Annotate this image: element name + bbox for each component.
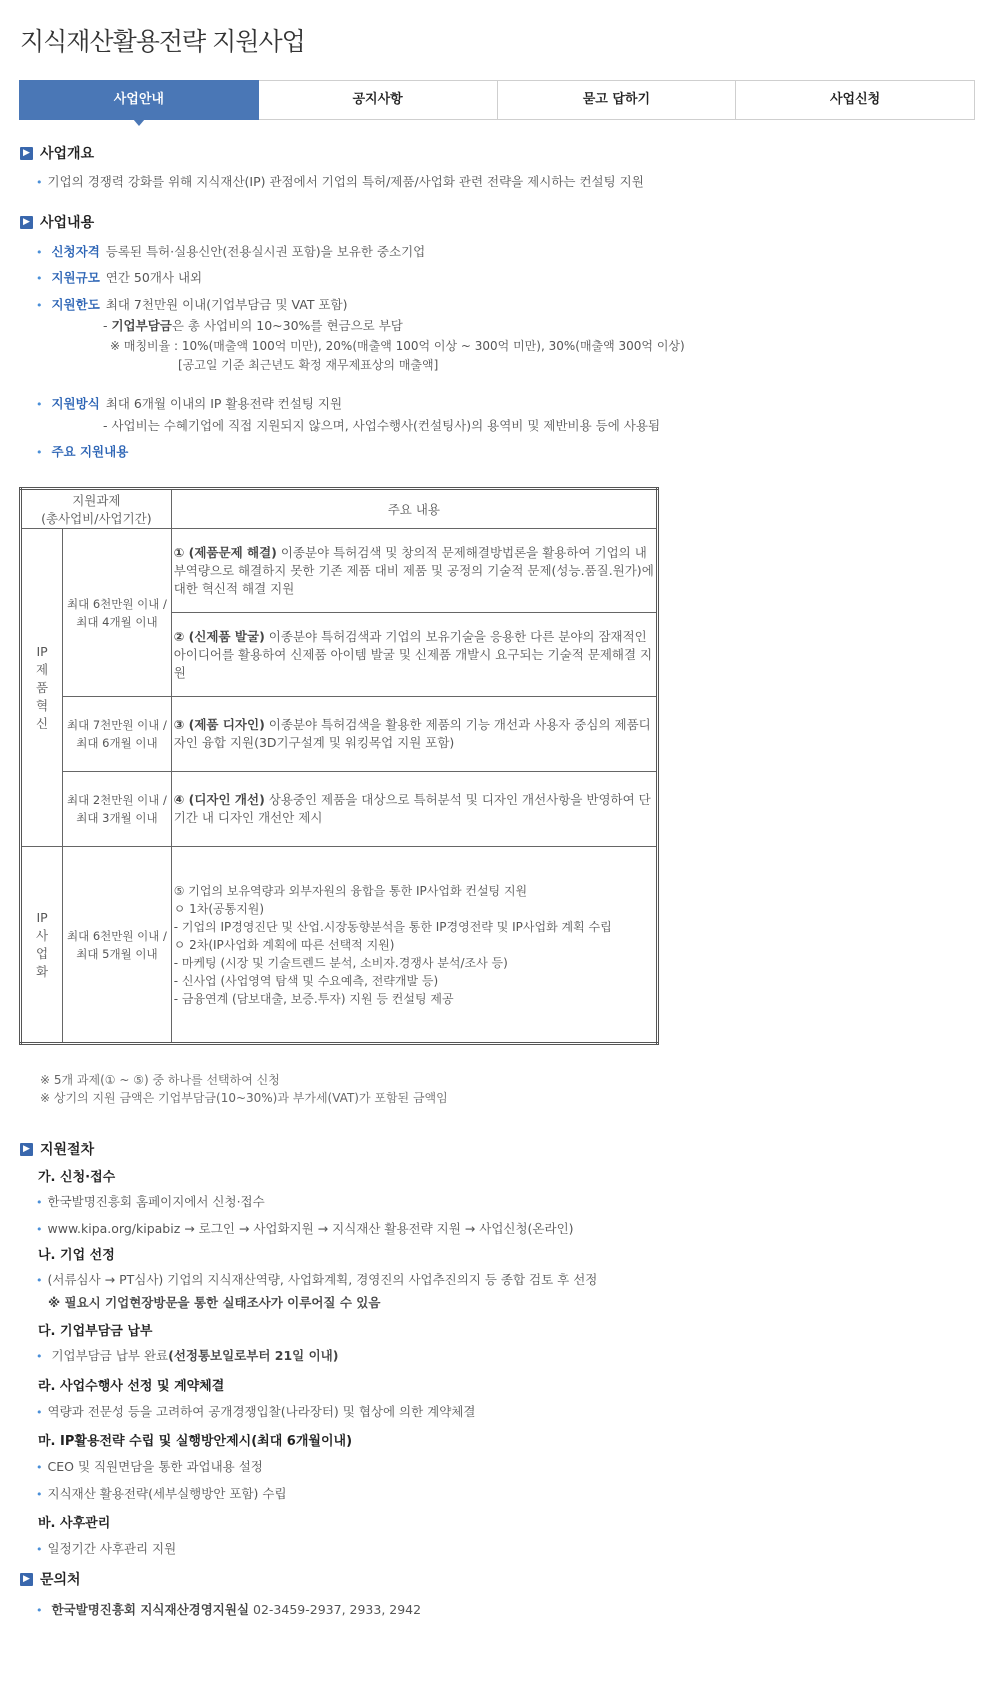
list-item: • 일정기간 사후관리 지원	[36, 1539, 176, 1557]
scale-label: 지원규모	[51, 270, 100, 285]
page-title: 지식재산활용전략 지원사업	[20, 27, 305, 56]
method-sub: - 사업비는 수혜기업에 직접 지원되지 않으며, 사업수행사(컨설팅사)의 용역비 및 제반비용 등에 사용됨	[103, 418, 661, 433]
section-procedure	[20, 1139, 94, 1159]
tab-business-info[interactable]: 사업안내	[19, 80, 259, 120]
table-row: ① (제품문제 해결) 이종분야 특허검색 및 창의적 문제해결방법론을 활용하여 기업의 내부역량으로 해결하지 못한 기존 제품 대비 제품 및 공정의 기술적 문제(성능.품질.원가)에 대한 혁신적 해결 지원	[171, 529, 657, 613]
main-support-label: 주요 지원내용	[51, 444, 129, 459]
limit-sub: - 기업부담금은 총 사업비의 10~30%를 현금으로 부담	[103, 318, 403, 333]
contact-item	[36, 1600, 421, 1618]
table-header-content: 주요 내용	[171, 489, 657, 529]
tab-bar	[19, 80, 975, 120]
list-note: ※ 필요시 기업현장방문을 통한 실태조사가 이루어질 수 있음	[48, 1295, 381, 1310]
list-item: • 지식재산 활용전략(세부실행방안 포함) 수립	[36, 1484, 287, 1502]
contact-org: 한국발명진흥회 지식재산경영지원실	[51, 1602, 250, 1617]
note-2: ※ 상기의 지원 금액은 기업부담금(10~30%)과 부가세(VAT)가 포함된 금액임	[40, 1091, 448, 1105]
eligibility-value: 등록된 특허·실용신안(전용실시권 포함)을 보유한 중소기업	[105, 244, 426, 259]
section-arrow-icon: ▶	[20, 147, 33, 160]
section-heading: 사업개요	[40, 146, 95, 162]
method-label: 지원방식	[51, 396, 100, 411]
list-item: • 역량과 전문성 등을 고려하여 공개경쟁입찰(나라장터) 및 협상에 의한 계약체결	[36, 1402, 475, 1420]
overview-text: • 기업의 경쟁력 강화를 위해 지식재산(IP) 관점에서 기업의 특허/제품/사업화 관련 전략을 제시하는 컨설팅 지원	[36, 172, 644, 190]
method-value: 최대 6개월 이내의 IP 활용전략 컨설팅 지원	[105, 396, 343, 411]
step-heading: 가. 신청·접수	[38, 1170, 116, 1185]
list-item: • CEO 및 직원면담을 통한 과업내용 설정	[36, 1457, 263, 1475]
method-item	[36, 394, 342, 412]
table-amount: 최대 7천만원 이내 / 최대 6개월 이내	[63, 697, 172, 772]
tab-apply[interactable]: 사업신청	[736, 80, 975, 120]
limit-sub-text: 은 총 사업비의 10~30%를 현금으로 부담	[171, 318, 403, 333]
section-arrow-icon: ▶	[20, 1143, 33, 1156]
category-ip-product: IP 제 품 혁 신	[21, 529, 63, 847]
contact-phone: 02-3459-2937, 2933, 2942	[249, 1602, 422, 1617]
table-amount: 최대 6천만원 이내 / 최대 4개월 이내	[63, 529, 172, 697]
limit-item	[36, 295, 347, 313]
section-heading: 사업내용	[40, 215, 95, 231]
scale-item	[36, 268, 202, 286]
category-ip-commercialization: IP 사 업 화	[21, 847, 63, 1044]
scale-value: 연간 50개사 내외	[105, 270, 203, 285]
table-row: ⑤ 기업의 보유역량과 외부자원의 융합을 통한 IP사업화 컨설팅 지원 ㅇ 1차(공통지원) - 기업의 IP경영진단 및 산업.시장동향분석을 통한 IP경영전략 및 IP사업화 계획 수립 ㅇ 2차(IP사업화 계획에 따른 선택적 지원) - 마케팅 (시장 및 기술트렌드 분석, 소비자.경쟁사 분석/조사 등) - 신사업 (사업영역 탐색 및 수요예측, 전략개발 등) - 금융연계 (담보대출, 보증.투자) 지원 등 컨설팅 제공	[171, 847, 657, 1044]
tab-notice[interactable]: 공지사항	[259, 80, 498, 120]
table-amount: 최대 6천만원 이내 / 최대 5개월 이내	[63, 847, 172, 1044]
tab-qna[interactable]: 묻고 답하기	[498, 80, 737, 120]
step-heading: 다. 기업부담금 납부	[38, 1324, 153, 1339]
list-item: • (서류심사 → PT심사) 기업의 지식재산역량, 사업화계획, 경영진의 사업추진의지 등 종합 검토 후 선정	[36, 1270, 597, 1288]
list-item: • 기업부담금 납부 완료(선정통보일로부터 21일 이내)	[36, 1346, 338, 1364]
list-item: • www.kipa.org/kipabiz → 로그인 → 사업화지원 → 지식재산 활용전략 지원 → 사업신청(온라인)	[36, 1219, 574, 1237]
step-heading: 바. 사후관리	[38, 1516, 111, 1531]
table-amount: 최대 2천만원 이내 / 최대 3개월 이내	[63, 772, 172, 847]
step-heading: 마. IP활용전략 수립 및 실행방안제시(최대 6개월이내)	[38, 1434, 353, 1449]
limit-note: ※ 매칭비율 : 10%(매출액 100억 미만), 20%(매출액 100억 이상 ~ 300억 미만), 30%(매출액 300억 이상)	[110, 339, 685, 353]
limit-sub-bold: 기업부담금	[111, 318, 172, 333]
limit-note2: [공고일 기준 최근년도 확정 재무제표상의 매출액]	[178, 358, 439, 372]
section-arrow-icon: ▶	[20, 1573, 33, 1586]
limit-label: 지원한도	[51, 297, 100, 312]
support-table	[19, 487, 659, 1045]
section-arrow-icon: ▶	[20, 216, 33, 229]
table-row: ② (신제품 발굴) 이종분야 특허검색과 기업의 보유기술을 응용한 다른 분야의 잠재적인 아이디어를 활용하여 신제품 아이템 발굴 및 신제품 개발시 요구되는 기술적 문제해결 지원	[171, 613, 657, 697]
main-support-item	[36, 442, 134, 460]
section-content	[20, 212, 94, 232]
eligibility-label: 신청자격	[51, 244, 100, 259]
table-row: ③ (제품 디자인) 이종분야 특허검색을 활용한 제품의 기능 개선과 사용자 중심의 제품디자인 융합 지원(3D기구설계 및 워킹목업 지원 포함)	[171, 697, 657, 772]
table-row: ④ (디자인 개선) 상용중인 제품을 대상으로 특허분석 및 디자인 개선사항을 반영하여 단기간 내 디자인 개선안 제시	[171, 772, 657, 847]
note-1: ※ 5개 과제(① ~ ⑤) 중 하나를 선택하여 신청	[40, 1073, 280, 1087]
section-heading: 지원절차	[40, 1142, 95, 1158]
section-contact	[20, 1569, 81, 1589]
limit-value: 최대 7천만원 이내(기업부담금 및 VAT 포함)	[105, 297, 348, 312]
step-heading: 라. 사업수행사 선정 및 계약체결	[38, 1379, 225, 1394]
table-header-task: 지원과제 (총사업비/사업기간)	[21, 489, 172, 529]
step-heading: 나. 기업 선정	[38, 1248, 115, 1263]
eligibility-item	[36, 242, 425, 260]
section-overview	[20, 143, 94, 163]
list-item: • 한국발명진흥회 홈페이지에서 신청·접수	[36, 1192, 265, 1210]
section-heading: 문의처	[40, 1572, 81, 1588]
